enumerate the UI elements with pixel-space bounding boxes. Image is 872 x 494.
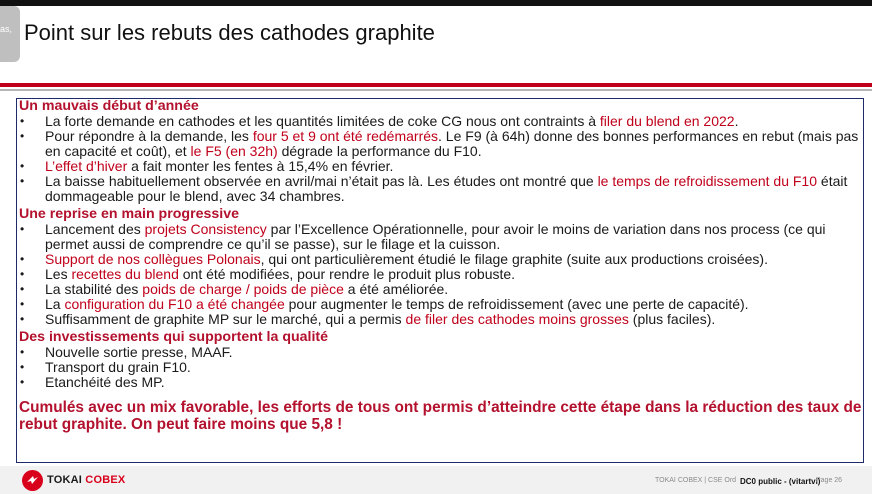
brand-name-left: TOKAI <box>47 474 83 486</box>
body-text: , qui ont particulièrement étudié le filage graphite (suite aux productions croisées). <box>260 251 768 267</box>
body-text: La forte demande en cathodes et les quantités limitées de coke CG nous ont contraints à <box>45 113 600 129</box>
highlighted-text: projets Consistency <box>144 221 267 237</box>
classification-label: DC0 public - (vitartvi) <box>740 477 821 486</box>
bullet-item <box>19 222 863 252</box>
title-rule-red <box>0 83 872 87</box>
highlighted-text: Support de nos collègues Polonais <box>45 251 261 267</box>
conclusion-text: Cumulés avec un mix favorable, les efforts de tous ont permis d’atteindre cette étape dans la réduction des taux de rebut graphite. On peut faire moins que 5,8 ! <box>19 399 862 433</box>
brand-name-right: COBEX <box>85 474 126 486</box>
body-text: a été améliorée. <box>343 281 449 297</box>
section-3 <box>19 330 863 390</box>
section-2 <box>19 207 863 327</box>
section-title: Des investissements qui supportent la qualité <box>19 329 329 345</box>
bullet-item <box>19 282 863 297</box>
body-text: . Le F9 (à 64h) donne des bonnes performances en rebut (mais pas en capacité et coût), et <box>45 128 859 159</box>
tokai-cobex-logo-icon <box>22 470 43 491</box>
body-text: dégrade la performance du F10. <box>277 143 482 159</box>
bullet-item <box>19 345 863 360</box>
bullet-item <box>19 375 863 390</box>
section-title: Un mauvais début d’année <box>19 98 199 114</box>
highlighted-text: le temps de refroidissement du F10 <box>597 173 818 189</box>
title-rule-grey <box>0 89 872 91</box>
body-text: . <box>734 113 739 129</box>
highlighted-text: filer du blend en 2022 <box>599 113 735 129</box>
body-text: était dommageable pour le blend, avec 34 chambres. <box>45 173 848 204</box>
bullet-item <box>19 360 863 375</box>
body-text: La stabilité des <box>45 281 143 297</box>
body-text: La <box>45 296 65 312</box>
bullet-item <box>19 252 863 267</box>
bullet-item <box>19 114 863 129</box>
previous-slide-tab-text: as, <box>0 24 13 34</box>
body-text: pour augmenter le temps de refroidissement (avec une perte de capacité). <box>284 296 749 312</box>
bullet-item <box>19 174 863 204</box>
footer-note: TOKAI COBEX | CSE Ord <box>655 477 737 484</box>
bullet-list <box>19 345 863 390</box>
body-text: La baisse habituellement observée en avril/mai n’était pas là. Les études ont montré que <box>45 173 598 189</box>
highlighted-text: L’effet d’hiver <box>45 158 128 174</box>
body-text: Suffisamment de graphite MP sur le marché, qui a permis <box>45 311 406 327</box>
highlighted-text: configuration du F10 a été changée <box>64 296 285 312</box>
body-text: Transport du grain F10. <box>45 359 191 375</box>
highlighted-text: poids de charge / poids de pièce <box>142 281 344 297</box>
body-text: Lancement des <box>45 221 145 237</box>
body-text: par l’Excellence Opérationnelle, pour avoir le moins de variation dans nos process (ce qui permet aussi de comprendre ce qu’il se passe), sur le filage et la cuisson. <box>45 221 826 252</box>
bullet-item <box>19 159 863 174</box>
section-title: Une reprise en main progressive <box>19 206 239 222</box>
content-frame <box>16 98 864 463</box>
highlighted-text: recettes du blend <box>71 266 179 282</box>
body-text: a fait monter les fentes à 15,4% en février. <box>127 158 394 174</box>
bullet-item <box>19 312 863 327</box>
highlighted-text: de filer des cathodes moins grosses <box>405 311 629 327</box>
body-text: (plus faciles). <box>628 311 716 327</box>
bullet-item <box>19 297 863 312</box>
body-text: ont été modifiées, pour rendre le produit plus robuste. <box>178 266 516 282</box>
bullet-item <box>19 129 863 159</box>
body-text: Nouvelle sortie presse, MAAF. <box>45 344 233 360</box>
previous-slide-tab[interactable] <box>0 6 20 62</box>
highlighted-text: le F5 (en 32h) <box>190 143 278 159</box>
bullet-list <box>19 222 863 327</box>
body-text: Pour répondre à la demande, les <box>45 128 253 144</box>
brand-name <box>47 474 125 486</box>
highlighted-text: four 5 et 9 ont été redémarrés <box>252 128 439 144</box>
section-1 <box>19 99 863 204</box>
page-number: Page 26 <box>816 477 843 484</box>
bullet-item <box>19 267 863 282</box>
body-text: Les <box>45 266 72 282</box>
body-text: Etanchéité des MP. <box>45 374 165 390</box>
slide-title: Point sur les rebuts des cathodes graphite <box>24 20 435 45</box>
bullet-list <box>19 114 863 204</box>
window-top-strip <box>0 0 872 6</box>
